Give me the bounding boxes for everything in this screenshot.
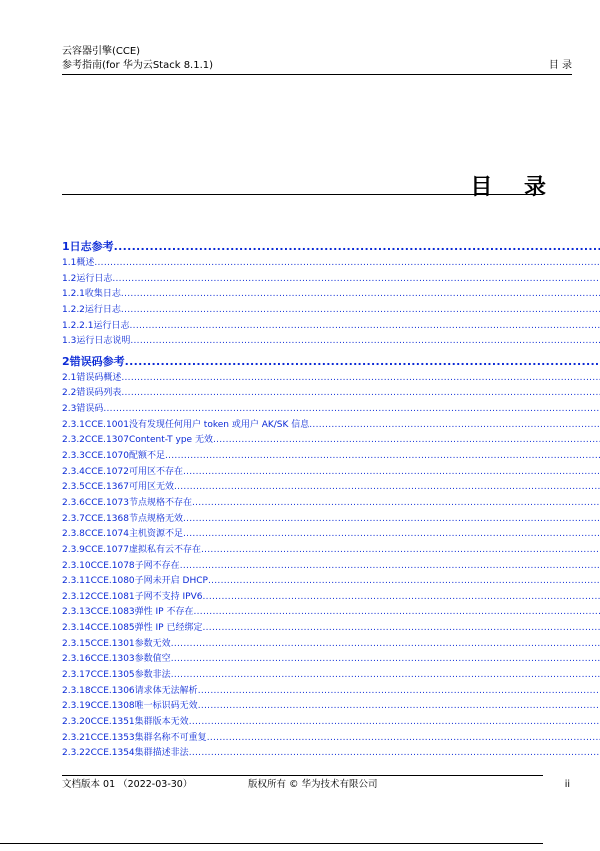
toc-dot-leader — [130, 334, 600, 350]
toc-entry-code: CCE.1305 — [90, 670, 135, 681]
toc-entry[interactable] — [62, 715, 600, 731]
toc-entry-title: 可用区不存在 — [128, 466, 183, 477]
toc-entry-number: 1.2.2 — [62, 304, 85, 315]
page-number: ii — [564, 779, 570, 790]
toc-entry-code: CCE.1306 — [90, 685, 135, 696]
toc-entry-title: 子网不存在 — [134, 560, 180, 571]
toc-entry-number: 2.3.12 — [62, 591, 91, 602]
toc-entry-number: 2.3.19 — [62, 701, 91, 712]
header-divider — [62, 74, 572, 75]
toc-entry[interactable] — [62, 699, 600, 715]
toc-entry-code: CCE.1353 — [90, 732, 135, 743]
toc-entry[interactable] — [62, 496, 600, 512]
toc-dot-leader — [183, 527, 600, 543]
toc-entry-number: 2.3.10 — [62, 560, 91, 571]
toc-entry-code: CCE.1081 — [90, 591, 135, 602]
toc-dot-leader — [112, 272, 600, 288]
toc-entry[interactable] — [62, 319, 600, 335]
toc-dot-leader — [189, 746, 600, 762]
chapter-label: 目 录 — [548, 60, 572, 71]
toc-entry-title: 弹性 IP 已经绑定 — [134, 623, 203, 634]
toc-entry-code: CCE.1073 — [84, 497, 129, 508]
toc-entry[interactable] — [62, 237, 600, 256]
toc-entry-number: 2.3.20 — [62, 716, 91, 727]
toc-entry-code: CCE.1074 — [84, 529, 129, 540]
toc-entry-number: 2.3.22 — [62, 748, 91, 759]
toc-dot-leader — [309, 418, 600, 434]
toc-entry[interactable] — [62, 303, 600, 319]
toc-entry[interactable] — [62, 418, 600, 434]
toc-entry-number: 2.3.21 — [62, 732, 91, 743]
toc-dot-leader — [198, 684, 600, 700]
toc-dot-leader — [94, 256, 600, 272]
toc-entry-number: 2.3.7 — [62, 513, 85, 524]
toc-entry-title: 没有发现任何用户 token 或用户 AK/SK 信息 — [128, 419, 310, 430]
toc-entry-code: CCE.1070 — [84, 451, 129, 462]
toc-dot-leader — [207, 731, 600, 747]
toc-entry[interactable] — [62, 433, 600, 449]
toc-dot-leader — [121, 287, 600, 303]
toc-dot-leader — [121, 303, 600, 319]
toc-entry[interactable] — [62, 272, 600, 288]
copyright-notice: 版权所有 © 华为技术有限公司 — [248, 779, 378, 790]
toc-entry-code: CCE.1368 — [84, 513, 129, 524]
toc-dot-leader — [189, 715, 600, 731]
toc-dot-leader — [171, 652, 600, 668]
toc-entry-number: 2.1 — [62, 372, 77, 383]
toc-entry-code: CCE.1078 — [90, 560, 135, 571]
toc-entry[interactable] — [62, 731, 600, 747]
toc-entry[interactable] — [62, 512, 600, 528]
product-name: 云容器引擎(CCE) — [62, 46, 141, 57]
toc-entry-title: 虚拟私有云不存在 — [128, 544, 201, 555]
page-header — [62, 45, 572, 73]
toc-dot-leader — [121, 386, 600, 402]
toc-dot-leader — [183, 465, 600, 481]
toc-entry-code: CCE.1354 — [90, 748, 135, 759]
toc-dot-leader — [165, 449, 600, 465]
toc-entry-code: CCE.1301 — [90, 638, 135, 649]
toc-entry-title: 参数值空 — [134, 654, 171, 665]
toc-entry-title: 参数无效 — [134, 638, 171, 649]
toc-entry-number: 1 — [62, 240, 70, 253]
toc-entry-number: 2.3.8 — [62, 529, 85, 540]
toc-entry-code: CCE.1072 — [84, 466, 129, 477]
toc-entry-number: 1.1 — [62, 258, 77, 268]
toc-entry-number: 2.3.6 — [62, 497, 85, 508]
toc-entry-title: 集群描述非法 — [134, 748, 189, 759]
toc-entry[interactable] — [62, 287, 600, 303]
toc-entry[interactable] — [62, 637, 600, 653]
toc-entry-title: 错误码参考 — [69, 354, 125, 368]
toc-entry-number: 2.3.4 — [62, 466, 85, 477]
toc-entry[interactable] — [62, 652, 600, 668]
toc-dot-leader — [183, 512, 600, 528]
toc-entry-title: 配额不足 — [128, 451, 165, 462]
toc-dot-leader — [202, 621, 600, 637]
toc-dot-leader — [103, 402, 600, 418]
toc-entry[interactable] — [62, 590, 600, 606]
bottom-divider — [0, 843, 543, 844]
toc-dot-leader — [213, 433, 600, 449]
toc-dot-leader — [208, 574, 600, 590]
toc-dot-leader — [198, 699, 600, 715]
page-title: 目 录 — [470, 175, 558, 200]
toc-dot-leader — [121, 371, 600, 387]
toc-entry-title: 节点规格无效 — [128, 513, 183, 524]
toc-entry[interactable] — [62, 527, 600, 543]
toc-entry-code: CCE.1303 — [90, 654, 135, 665]
toc-entry-number: 2.3.3 — [62, 451, 85, 462]
toc-dot-leader — [203, 590, 600, 606]
toc-entry[interactable] — [62, 334, 600, 350]
toc-entry-number: 2.3.18 — [62, 685, 91, 696]
toc-entry-code: CCE.1080 — [90, 576, 135, 587]
toc-entry-code: CCE.1085 — [90, 623, 135, 634]
toc-entry-title: 错误码列表 — [76, 388, 122, 399]
toc-entry[interactable] — [62, 621, 600, 637]
toc-entry-code: CCE.1367 — [84, 482, 129, 493]
toc-entry-number: 2.3.1 — [62, 419, 85, 430]
toc-entry-number: 1.2.1 — [62, 289, 85, 300]
toc-entry[interactable] — [62, 402, 600, 418]
toc-entry[interactable] — [62, 543, 600, 559]
toc-entry-number: 2.3.16 — [62, 654, 91, 665]
toc-entry-title: 唯一标识码无效 — [134, 701, 198, 712]
footer-divider — [62, 775, 543, 776]
toc-entry[interactable] — [62, 574, 600, 590]
toc-entry[interactable] — [62, 605, 600, 621]
toc-entry[interactable] — [62, 352, 600, 371]
toc-entry-title: 概述 — [76, 258, 95, 268]
toc-dot-leader — [171, 668, 600, 684]
toc-entry-title: 运行日志 — [76, 273, 113, 284]
toc-entry-number: 1.2.2.1 — [62, 320, 94, 331]
toc-entry-number: 2.3.9 — [62, 544, 85, 555]
toc-entry[interactable] — [62, 559, 600, 575]
document-version: 文档版本 01 （2022-03-30） — [62, 779, 193, 790]
toc-entry-number: 2.3 — [62, 404, 77, 415]
toc-entry-number: 2.3.13 — [62, 607, 91, 618]
toc-dot-leader — [114, 237, 600, 256]
toc-entry-code: CCE.1001 — [84, 419, 129, 430]
toc-entry-code: CCE.1351 — [90, 716, 135, 727]
toc-entry[interactable] — [62, 386, 600, 402]
toc-entry-title: 节点规格不存在 — [128, 497, 192, 508]
toc-entry-title: 子网不支持 IPV6 — [134, 591, 203, 602]
toc-entry-title: 主机资源不足 — [128, 529, 183, 540]
toc-entry-title: 运行日志 — [93, 320, 130, 331]
toc-dot-leader — [192, 496, 600, 512]
guide-line — [62, 59, 572, 73]
toc-entry-number: 2.3.14 — [62, 623, 91, 634]
toc-entry-number: 1.3 — [62, 336, 77, 347]
toc-entry-number: 2 — [62, 354, 70, 368]
toc-dot-leader — [171, 637, 600, 653]
toc-entry-number: 2.3.11 — [62, 576, 91, 587]
toc-entry-title: 集群版本无效 — [134, 716, 189, 727]
toc-entry-title: 运行日志说明 — [76, 336, 131, 347]
toc-entry-number: 2.3.5 — [62, 482, 85, 493]
toc-dot-leader — [193, 605, 600, 621]
toc-entry[interactable] — [62, 449, 600, 465]
toc-entry[interactable] — [62, 371, 600, 387]
toc-entry-number: 2.3.17 — [62, 670, 91, 681]
toc-entry-number: 2.3.15 — [62, 638, 91, 649]
toc-dot-leader — [125, 352, 600, 371]
toc-entry-title: 收集日志 — [84, 289, 121, 300]
toc-entry-number: 1.2 — [62, 273, 77, 284]
toc-dot-leader — [180, 559, 600, 575]
guide-title: 参考指南(for 华为云Stack 8.1.1) — [62, 60, 214, 71]
toc-entry[interactable] — [62, 668, 600, 684]
toc-entry-title: 错误码 — [76, 404, 104, 415]
toc-entry-code: CCE.1308 — [90, 701, 135, 712]
toc-entry-title: 日志参考 — [69, 240, 114, 253]
toc-entry-title: Content-T ype 无效 — [128, 435, 213, 446]
toc-entry-title: 可用区无效 — [128, 482, 174, 493]
toc-entry-title: 弹性 IP 不存在 — [134, 607, 194, 618]
toc-entry-code: CCE.1083 — [90, 607, 135, 618]
toc-entry-title: 运行日志 — [84, 304, 121, 315]
toc-entry[interactable] — [62, 684, 600, 700]
toc-entry-title: 子网未开启 DHCP — [134, 576, 208, 587]
toc-entry[interactable] — [62, 746, 600, 762]
toc-entry-code: CCE.1077 — [84, 544, 129, 555]
toc-entry-title: 错误码概述 — [76, 372, 122, 383]
title-divider — [62, 194, 543, 195]
toc-entry-number: 2.3.2 — [62, 435, 85, 446]
toc-entry-title: 参数非法 — [134, 670, 171, 681]
table-of-contents — [62, 236, 600, 762]
toc-entry-title: 请求体无法解析 — [134, 685, 198, 696]
toc-entry[interactable] — [62, 480, 600, 496]
toc-entry-number: 2.2 — [62, 388, 77, 399]
toc-entry[interactable] — [62, 465, 600, 481]
toc-dot-leader — [201, 543, 600, 559]
toc-entry-code: CCE.1307 — [84, 435, 129, 446]
toc-entry[interactable] — [62, 256, 600, 272]
toc-dot-leader — [174, 480, 600, 496]
toc-entry-title: 集群名称不可重复 — [134, 732, 207, 743]
toc-dot-leader — [130, 319, 600, 335]
